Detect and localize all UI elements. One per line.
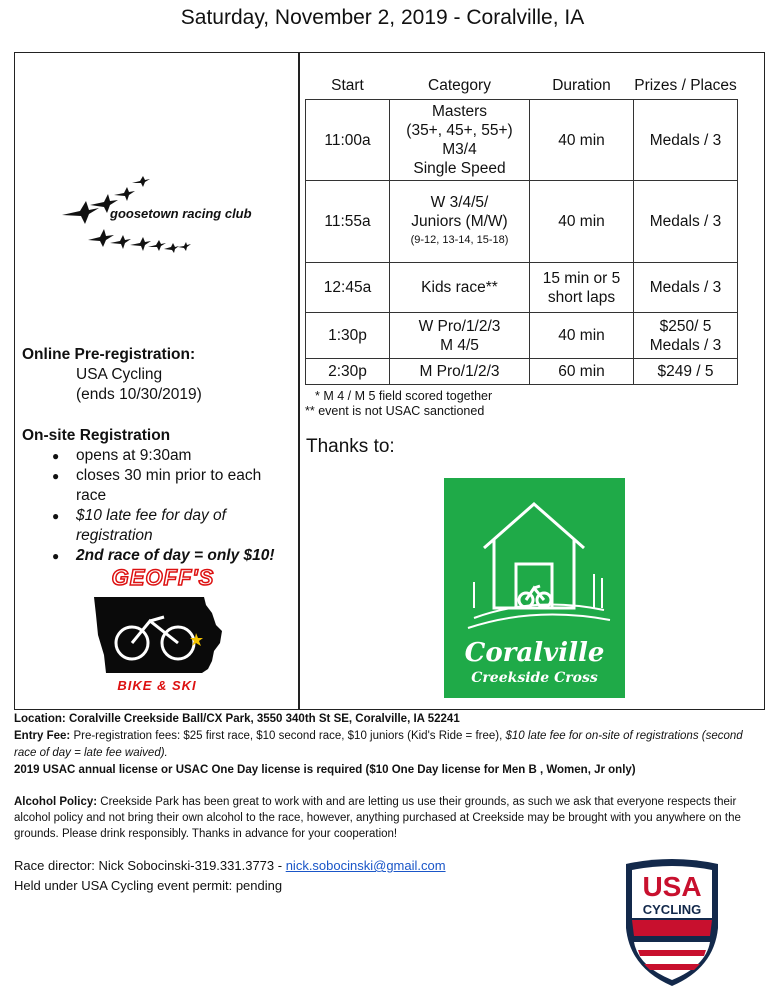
category-cell — [390, 181, 530, 263]
creekside-logo-line2: Creekside Cross — [471, 670, 598, 686]
creekside-cross-logo — [444, 478, 625, 698]
race-director-label: Race director: Nick Sobocinski-319.331.3773 - — [14, 858, 286, 873]
column-header-duration: Duration — [552, 76, 611, 94]
duration-line: 15 min or 5 — [542, 269, 621, 287]
prize-line: Medals / 3 — [649, 336, 722, 354]
duration-cell: 40 min — [530, 313, 634, 359]
table-row — [306, 100, 738, 181]
list-item: ● closes 30 min prior to each race — [52, 466, 294, 506]
usac-line2: CYCLING — [642, 902, 702, 917]
location-text: Location: Coralville Creekside Ball/CX Park, 3550 340th St SE, Coralville, IA 52241 — [14, 713, 460, 725]
geoffs-logo-subtitle: BIKE & SKI — [117, 678, 197, 693]
race-director — [14, 858, 446, 873]
column-header-start: Start — [331, 76, 364, 94]
alcohol-policy-text — [14, 794, 754, 842]
geoffs-logo-title: GEOFF'S — [111, 565, 215, 590]
category-cell: Kids race** — [390, 263, 530, 313]
start-cell: 2:30p — [306, 359, 390, 385]
table-row — [306, 359, 738, 385]
online-registration-deadline: (ends 10/30/2019) — [76, 386, 202, 403]
director-email-link[interactable]: nick.sobocinski@gmail.com — [285, 858, 446, 873]
category-line: (35+, 45+, 55+) — [406, 122, 513, 139]
category-age-groups: (9-12, 13-14, 15-18) — [410, 234, 509, 246]
permit-text: Held under USA Cycling event permit: pending — [14, 878, 283, 893]
onsite-list — [22, 446, 294, 566]
table-row — [306, 313, 738, 359]
column-header-prizes: Prizes / Places — [634, 76, 737, 94]
start-cell: 1:30p — [306, 313, 390, 359]
note-field-scoring: * M 4 / M 5 field scored together — [315, 389, 493, 403]
column-divider — [298, 52, 300, 710]
category-line: M 4/5 — [440, 336, 479, 354]
onsite-registration — [22, 426, 294, 566]
category-line: Juniors (M/W) — [411, 213, 508, 230]
online-registration-provider: USA Cycling — [76, 366, 163, 383]
category-cell — [390, 100, 530, 181]
usac-line1: USA — [642, 871, 702, 902]
prize-cell: Medals / 3 — [634, 263, 738, 313]
iowa-bike-logo-icon — [92, 595, 224, 675]
column-header-category: Category — [428, 76, 491, 94]
entry-fee-text — [14, 728, 754, 762]
list-item: ● $10 late fee for day of registration — [52, 506, 294, 546]
license-text: 2019 USAC annual license or USAC One Day license is required ($10 One Day license for Men B , Women, Jr only) — [14, 764, 636, 776]
table-row — [306, 263, 738, 313]
online-registration-heading: Online Pre-registration: — [22, 346, 196, 363]
usa-cycling-shield-icon — [622, 858, 722, 988]
entry-fee-details: Pre-registration fees: $25 first race, $10 second race, $10 juniors (Kid's Ride = free), — [70, 730, 506, 742]
duration-line: short laps — [547, 288, 616, 306]
alcohol-policy-label: Alcohol Policy: — [14, 796, 98, 808]
duration-cell: 40 min — [530, 181, 634, 263]
online-registration — [22, 345, 292, 405]
creekside-logo-line1: Coralville — [464, 638, 605, 668]
prize-cell: Medals / 3 — [634, 181, 738, 263]
start-cell: 11:00a — [306, 100, 390, 181]
table-row — [306, 181, 738, 263]
category-line: W Pro/1/2/3 — [418, 317, 501, 335]
duration-cell: 40 min — [530, 100, 634, 181]
category-cell: M Pro/1/2/3 — [390, 359, 530, 385]
race-schedule-table — [305, 72, 738, 385]
start-cell: 11:55a — [306, 181, 390, 263]
list-item: ● 2nd race of day = only $10! — [52, 546, 294, 566]
category-line: W 3/4/5/ — [430, 194, 489, 211]
prize-line: $250/ 5 — [659, 317, 712, 335]
category-cell — [390, 313, 530, 359]
alcohol-policy-body: Creekside Park has been great to work with and are letting us use their grounds, as such we ask that everyone respects their alcohol policy and not bring their own alcohol to the race, however, anything purchased at Creekside may be brought with you anywhere on the grounds. Please drink responsibly. Thanks in advance for your cooperation! — [14, 796, 741, 840]
category-line: Masters — [431, 103, 488, 120]
barn-bike-icon — [444, 478, 625, 638]
page-title: Saturday, November 2, 2019 - Coralville, IA — [180, 6, 585, 29]
category-line: M3/4 — [442, 141, 477, 158]
start-cell: 12:45a — [306, 263, 390, 313]
duration-cell — [530, 263, 634, 313]
schedule-notes — [305, 389, 492, 419]
onsite-registration-heading: On-site Registration — [22, 427, 171, 444]
category-line: Single Speed — [413, 160, 506, 177]
thanks-heading: Thanks to: — [306, 436, 395, 457]
duration-cell: 60 min — [530, 359, 634, 385]
list-item: ● opens at 9:30am — [52, 446, 294, 466]
note-sanction: ** event is not USAC sanctioned — [305, 404, 485, 418]
prize-cell: $249 / 5 — [634, 359, 738, 385]
entry-fee-label: Entry Fee: — [14, 730, 71, 742]
prize-cell: Medals / 3 — [634, 100, 738, 181]
entry-fee-late-note: $10 late fee for on-site of registrations (second race of day = late fee waived). — [14, 730, 743, 759]
prize-cell — [634, 313, 738, 359]
club-name: goosetown racing club — [110, 206, 252, 221]
